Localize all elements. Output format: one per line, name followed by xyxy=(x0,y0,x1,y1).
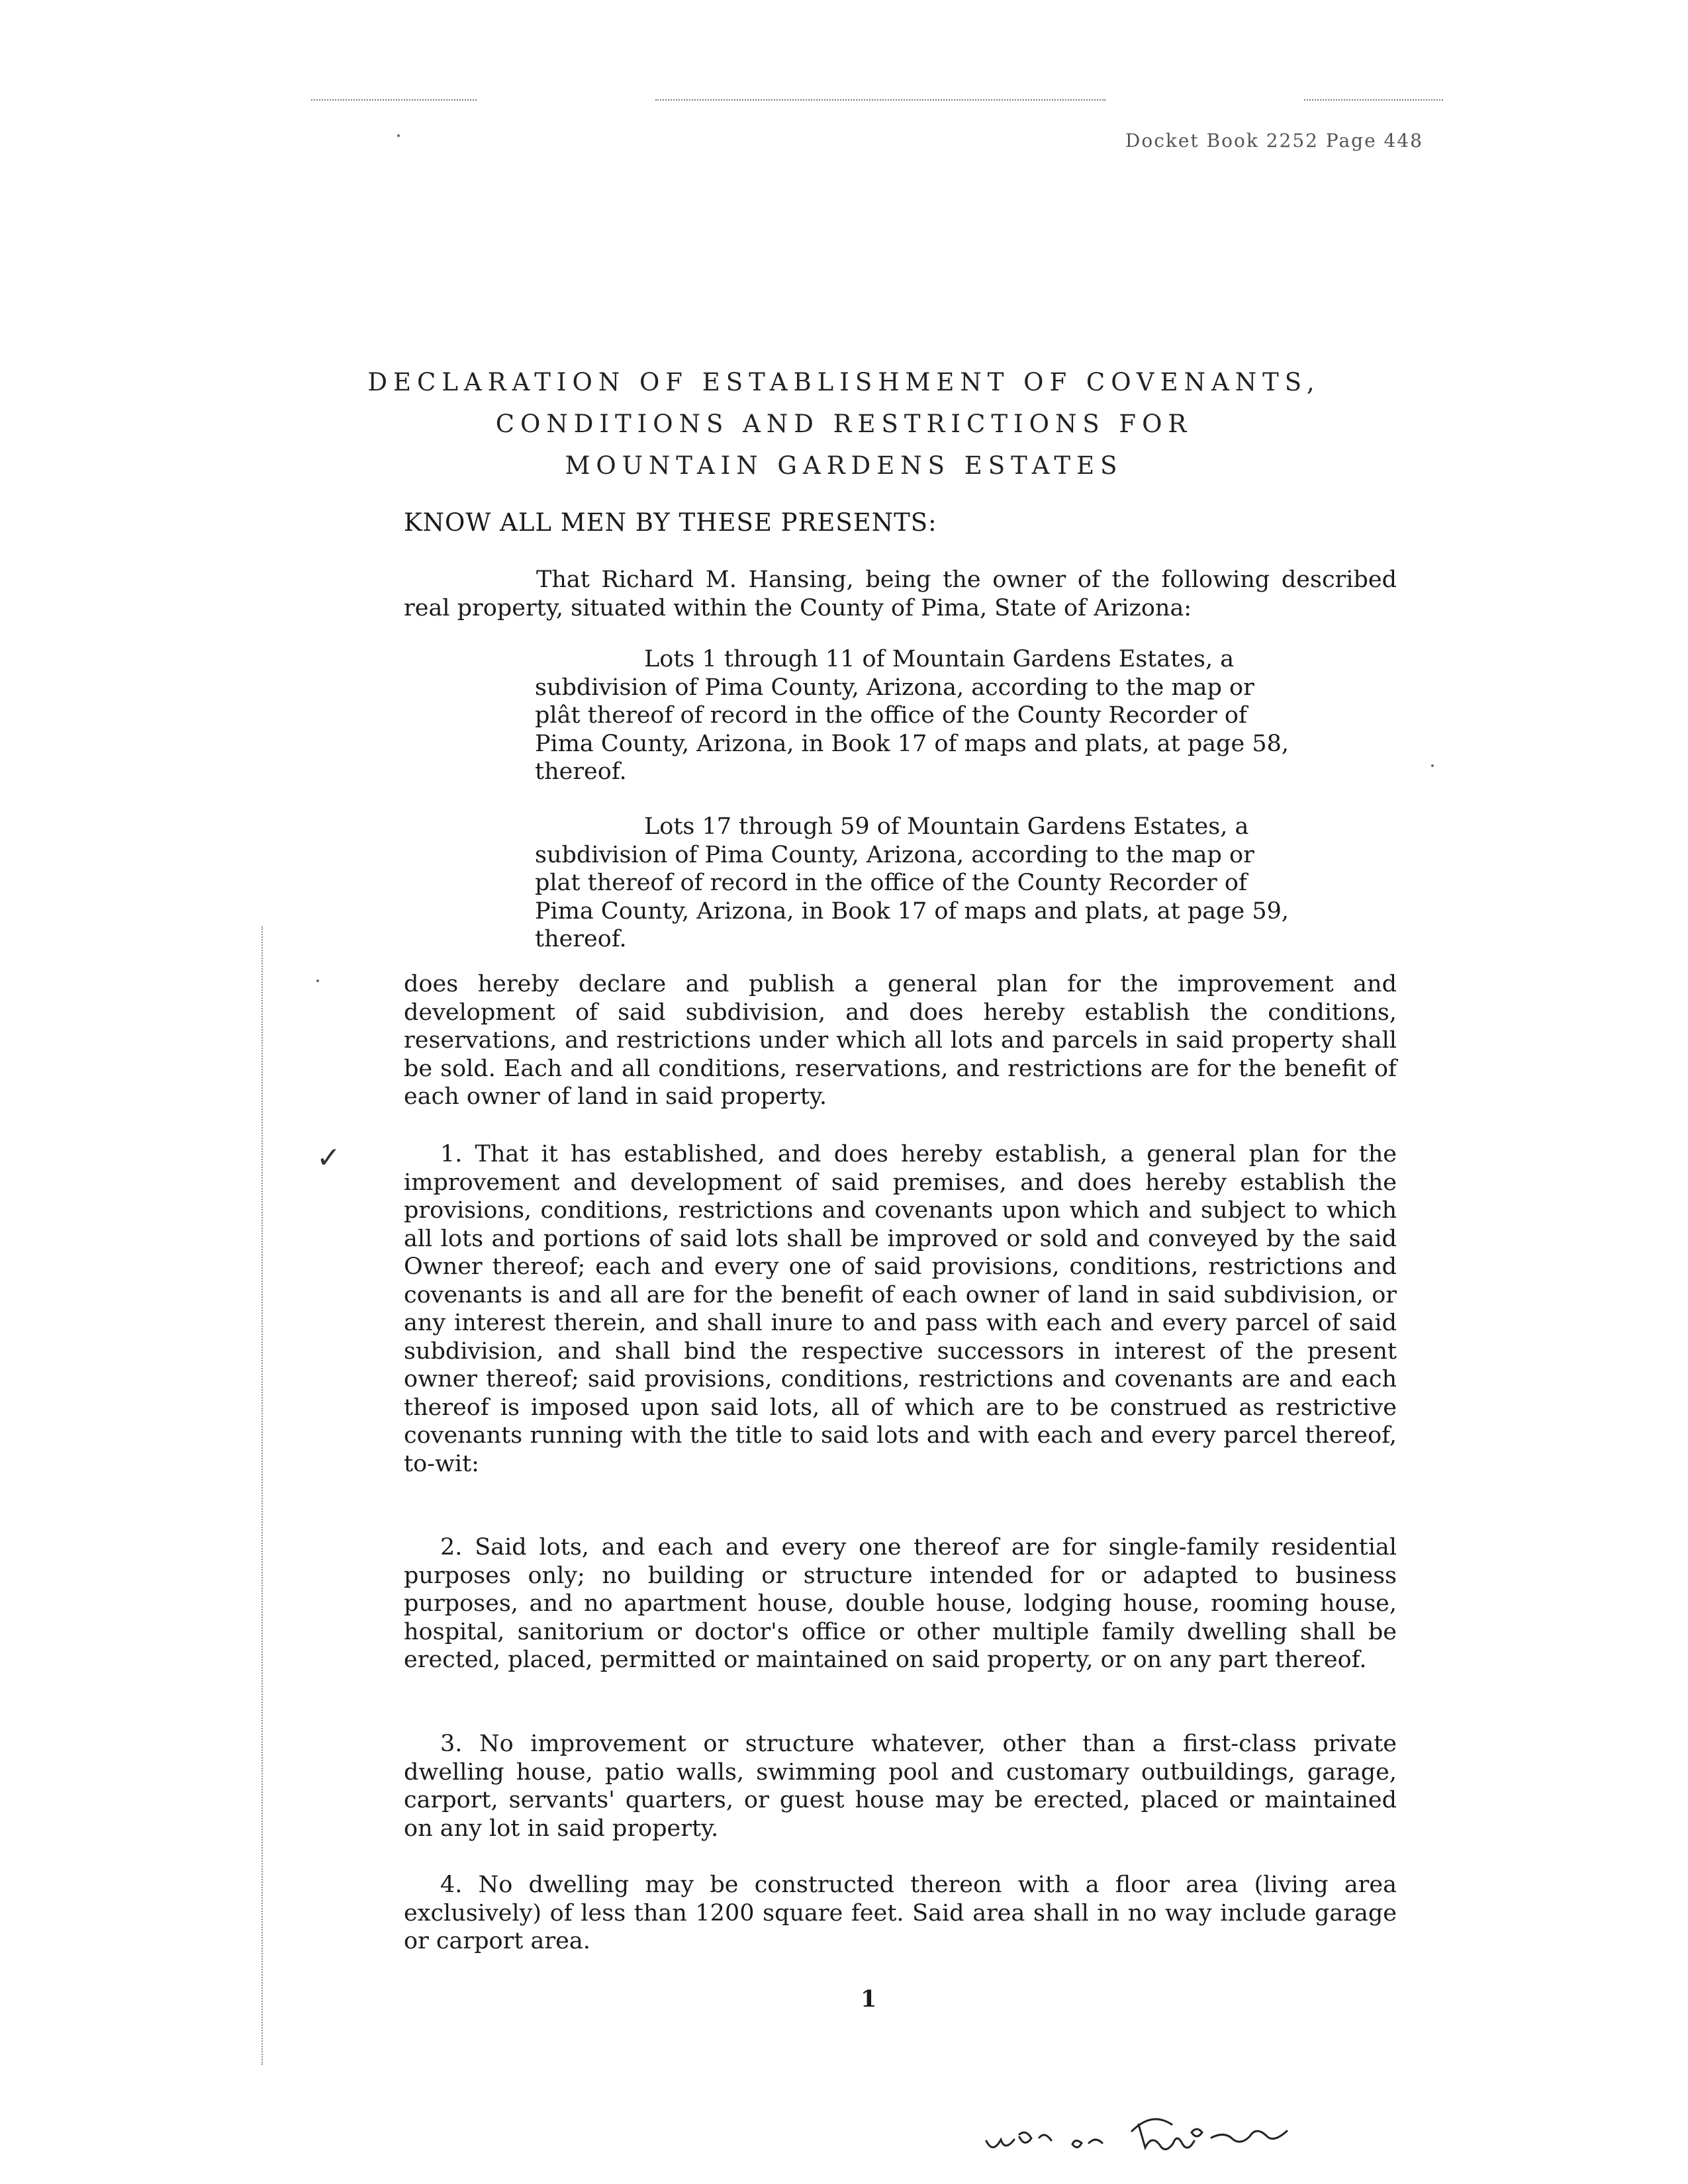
scan-margin-line xyxy=(261,927,263,2065)
scan-speck xyxy=(1431,764,1434,767)
scan-header-rule xyxy=(311,99,477,101)
declaration-paragraph: does hereby declare and publish a general plan for the improvement and development of said subdivision, and does hereby establish the conditions, reservations, and restrictions under which all lots and parcels in said property shall be sold. Each and all conditions, reservations, and restrictions are for the benefit of each owner of land in said property. xyxy=(404,971,1397,1110)
scan-speck xyxy=(316,979,319,982)
covenant-paragraph-3: 3. No improvement or structure whatever, other than a first-class private dwelling house, patio walls, swimming pool and customary outbuildings, garage, carport, servants' quarters, or guest house may be erected, placed or maintained on any lot in said property. xyxy=(404,1731,1397,1842)
covenant-paragraph-1: 1. That it has established, and does hereby establish, a general plan for the improvement and development of said premises, and does hereby establish the provisions, conditions, restrictions and covenants upon which and subject to which all lots and portions of said lots shall be improved or sold and conveyed by the said Owner thereof; each and every one of said provisions, conditions, restrictions and covenants is and all are for the benefit of each owner of land in said subdivision, or any interest therein, and shall inure to and pass with each and every parcel of said subdivision, and shall bind the respective successors in interest of the present owner thereof; said provisions, conditions, restrictions and covenants are and each thereof is imposed upon said lots, all of which are to be construed as restrictive covenants running with the title to said lots and with each and every parcel thereof, to-wit: xyxy=(404,1141,1397,1477)
covenant-paragraph-4: 4. No dwelling may be constructed thereon with a floor area (living area exclusively) of less than 1200 square feet. Said area shall in no way include garage or carport area. xyxy=(404,1872,1397,1954)
document-title-line-3: MOUNTAIN GARDENS ESTATES xyxy=(565,451,1123,480)
scan-header-rule xyxy=(655,99,1105,101)
handwritten-note-icon xyxy=(973,2105,1337,2164)
lot-description-2: Lots 17 through 59 of Mountain Gardens Estates, a subdivision of Pima County, Arizona, according to the map or plat thereof of record in the office of the County Recorder of Pima County, Arizona, in Book 17 of maps and plats, at page 59, thereof. xyxy=(535,813,1289,952)
document-title-line-2: CONDITIONS AND RESTRICTIONS FOR xyxy=(495,410,1193,438)
scan-header-rule xyxy=(1304,99,1443,101)
docket-reference: Docket Book 2252 Page 448 xyxy=(1125,130,1423,152)
greeting-heading: KNOW ALL MEN BY THESE PRESENTS: xyxy=(404,508,937,537)
intro-paragraph: That Richard M. Hansing, being the owner of the following described real property, situated within the County of Pima, State of Arizona: xyxy=(404,567,1397,621)
covenant-paragraph-2: 2. Said lots, and each and every one thereof are for single-family residential purposes only; no building or structure intended for or adapted to business purposes, and no apartment house, double house, lodging house, rooming house, hospital, sanitorium or doctor's office or other multiple family dwelling shall be erected, placed, permitted or maintained on said property, or on any part thereof. xyxy=(404,1534,1397,1673)
page-number: 1 xyxy=(861,1985,877,2013)
document-title-line-1: DECLARATION OF ESTABLISHMENT OF COVENANTS, xyxy=(367,368,1321,396)
lot-description-1: Lots 1 through 11 of Mountain Gardens Estates, a subdivision of Pima County, Arizona, according to the map or plât thereof of record in the office of the County Recorder of Pima County, Arizona, in Book 17 of maps and plats, at page 58, thereof. xyxy=(535,646,1289,785)
check-mark-icon: ✓ xyxy=(316,1141,341,1175)
scan-speck xyxy=(397,134,400,137)
